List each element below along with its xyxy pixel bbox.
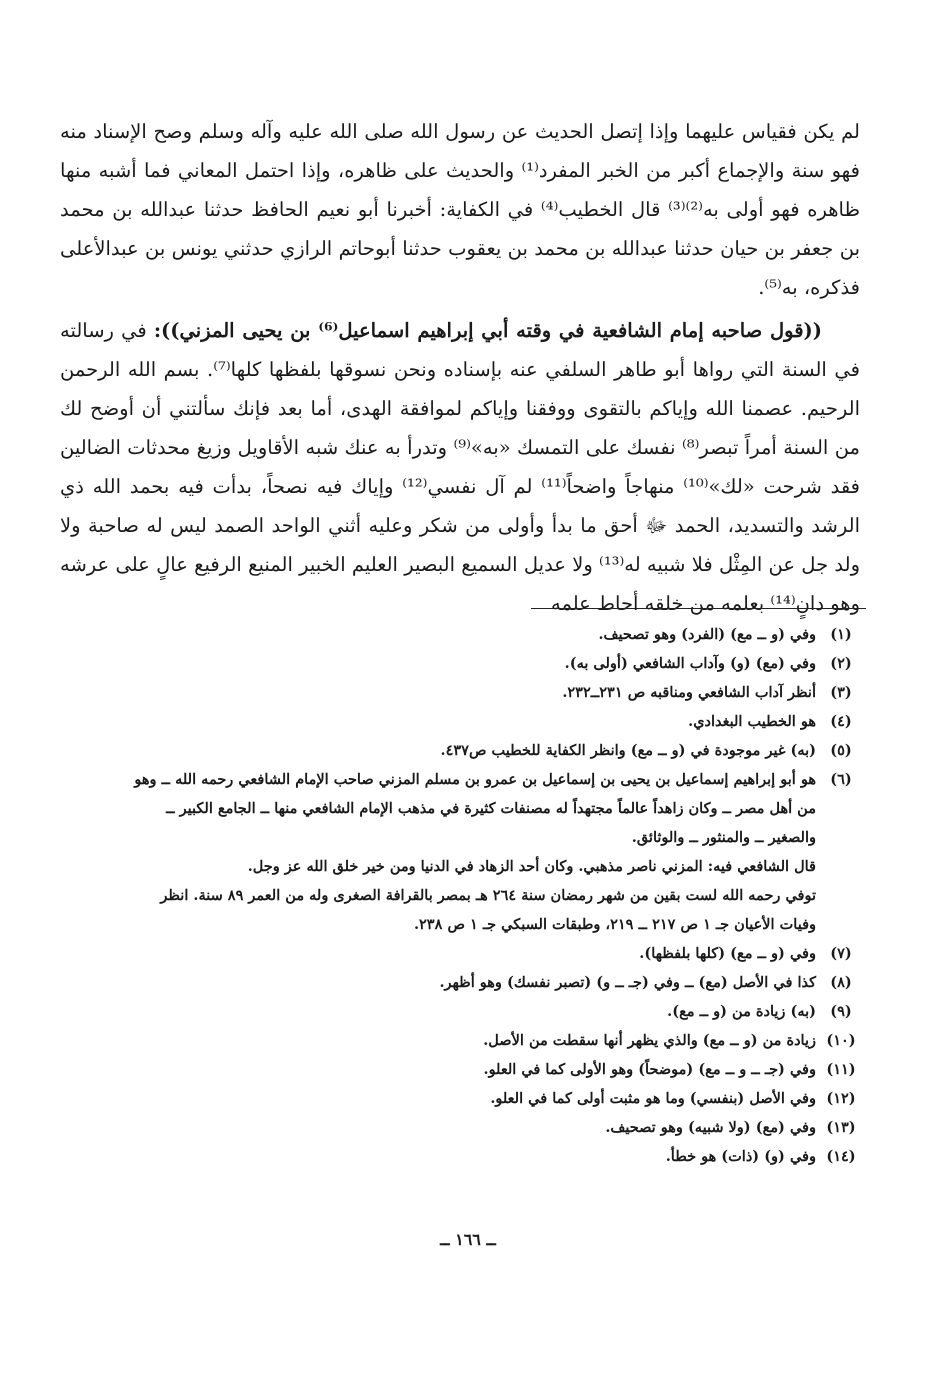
footnote-number: (١٤) [826,1148,856,1165]
footnote [121,1026,866,1055]
paragraph-1: لم يكن فقياس عليهما وإذا إتصل الحديث عن رسول الله صلى الله عليه وآله وسلم وصح الإسناد منه فهو سنة والإجماع أكبر من الخبر المفرد⁽¹⁾ والحديث على ظاهره، وإذا احتمل المعاني فما أشبه منها ظاهره فهو أولى به⁽²⁾⁽³⁾ قال الخطيب⁽⁴⁾ في الكفاية: أخبرنا أبو نعيم الحافظ حدثنا عبدالله بن محمد بن جعفر بن حيان حدثنا عبدالله بن محمد بن يعقوب حدثنا أبوحاتم الرازي حدثني يونس بن عبدالأعلى فذكره، به⁽⁵⁾. [60,120,860,299]
footnote-number: (٧) [830,945,852,962]
footnote-line: (به) غير موجودة في (و ــ مع) وانظر الكفاية للخطيب ص٤٣٧. [440,742,816,759]
footnote-line: وفي الأصل (بنفسي) وما هو مثبت أولى كما في العلو. [490,1090,816,1107]
footnote [121,968,866,997]
footnote [121,707,866,736]
footnote-body [121,1055,816,1084]
footnote-body [121,939,816,968]
footnote-number: (٦) [830,771,852,788]
footnote-number: (١٢) [826,1090,856,1107]
footnote [121,765,866,939]
footnote-line: وفي (جـ ــ و ــ مع) (موضحاً) وهو الأولى كما في العلو. [483,1061,816,1078]
footnote [121,678,866,707]
footnote-number: (١٣) [826,1119,856,1136]
footnote-body [121,1142,816,1171]
footnote-line: توفي رحمه الله لست بقين من شهر رمضان سنة ٢٦٤ هـ بمصر بالقرافة الصغرى وله من العمر ٨٩ سنة. انظر وفيات الأعيان جـ ١ ص ٢١٧ ــ ٢١٩، وطبقات السبكي جـ ١ ص ٢٣٨. [160,887,816,933]
footnote-number: (٣) [830,684,852,701]
footnote-line: قال الشافعي فيه: المزني ناصر مذهبي. وكان أحد الزهاد في الدنيا ومن خير خلق الله عز وجل. [247,858,816,875]
footnote-body [121,968,816,997]
footnote-line: وفي (و ــ مع) (كلها بلفظها). [639,945,816,962]
footnote-number: (٨) [830,974,852,991]
footnote-line: هو الخطيب البغدادي. [688,713,816,730]
section-heading: ((قول صاحبه إمام الشافعية في وقته أبي إبراهيم اسماعيل⁽⁶⁾ بن يحيى المزني)): [153,319,822,342]
main-text [60,112,860,623]
footnote-number: (٤) [830,713,852,730]
footnote [121,1113,866,1142]
paragraph-2 [60,311,860,623]
footnote-number: (٢) [830,655,852,672]
footnote-line: وفي (و ــ مع) (الفرد) وهو تصحيف. [598,626,816,643]
footnote-body [121,1084,816,1113]
footnote-body [121,678,816,707]
footnote-line: وفي (مع) (ولا شبيه) وهو تصحيف. [605,1119,816,1136]
footnote [121,1055,866,1084]
footnote [121,736,866,765]
footnote-line: (به) زيادة من (و ــ مع). [667,1003,816,1020]
footnote-body [121,997,816,1026]
footnote-line: كذا في الأصل (مع) ــ وفي (جـ ــ و) (تصبر نفسك) وهو أظهر. [439,974,816,991]
footnote [121,1084,866,1113]
footnote-line: وفي (و) (ذات) هو خطأ. [665,1148,816,1165]
footnote-divider [531,608,866,609]
footnote-body [121,1026,816,1055]
page-number: ــ ١٦٦ ــ [440,1230,496,1249]
footnote-number: (١١) [826,1061,856,1078]
footnote [121,620,866,649]
footnote-line: زيادة من (و ــ مع) والذي يظهر أنها سقطت من الأصل. [483,1032,816,1049]
footnote-line: أنظر آداب الشافعي ومناقبه ص ٢٣١ــ٢٣٢. [562,684,816,701]
footnote [121,939,866,968]
footnote-body [121,649,816,678]
footnote [121,1142,866,1171]
footnote-number: (٩) [830,1003,852,1020]
footnote-body [121,765,816,939]
footnote-line: هو أبو إبراهيم إسماعيل بن يحيى بن إسماعيل بن عمرو بن مسلم المزني صاحب الإمام الشافعي رحمه الله ــ وهو من أهل مصر ــ وكان زاهداً عالماً مجتهداً له مصنفات كثيرة في مذهب الإمام الشافعي منها ــ الجامع الكبير ــ والصغير ــ والمنثور ــ والوثائق. [134,771,816,846]
footnote-line: وفي (مع) (و) وآداب الشافعي (أولى به). [564,655,816,672]
footnote-number: (١٠) [826,1032,856,1049]
footnotes [121,620,866,1171]
footnote [121,649,866,678]
footnote-body [121,736,816,765]
footnote-body [121,620,816,649]
footnote-number: (٥) [830,742,852,759]
footnote-number: (١) [830,626,852,643]
footnote [121,997,866,1026]
paragraph-2-body: في رسالته في السنة التي رواها أبو طاهر السلفي عنه بإسناده ونحن نسوقها بلفظها كلها⁽⁷⁾. بسم الله الرحمن الرحيم. عصمنا الله وإياكم بالتقوى ووفقنا وإياكم لموافقة الهدى، أما بعد فإنك سألتني أن أوضح لك من السنة أمراً تبصر⁽⁸⁾ نفسك على التمسك «به»⁽⁹⁾ وتدرأ به عنك شبه الأقاويل وزيغ محدثات الضالين فقد شرحت «لك»⁽¹⁰⁾ منهاجاً واضحاً⁽¹¹⁾ لم آل نفسي⁽¹²⁾ وإياك فيه نصحاً، بدأت فيه بحمد الله ذي الرشد والتسديد، الحمد ﷻ أحق ما بدأ وأولى من شكر وعليه أثني الواحد الصمد ليس له صاحبة ولا ولد جل عن المِثْل فلا شبيه له⁽¹³⁾ ولا عديل السميع البصير العليم الخبير المنيع الرفيع عالٍ على عرشه وهو دانٍ⁽¹⁴⁾ بعلمه من خلقه أحاط علمه [60,319,861,615]
footnote-body [121,1113,816,1142]
footnote-body [121,707,816,736]
